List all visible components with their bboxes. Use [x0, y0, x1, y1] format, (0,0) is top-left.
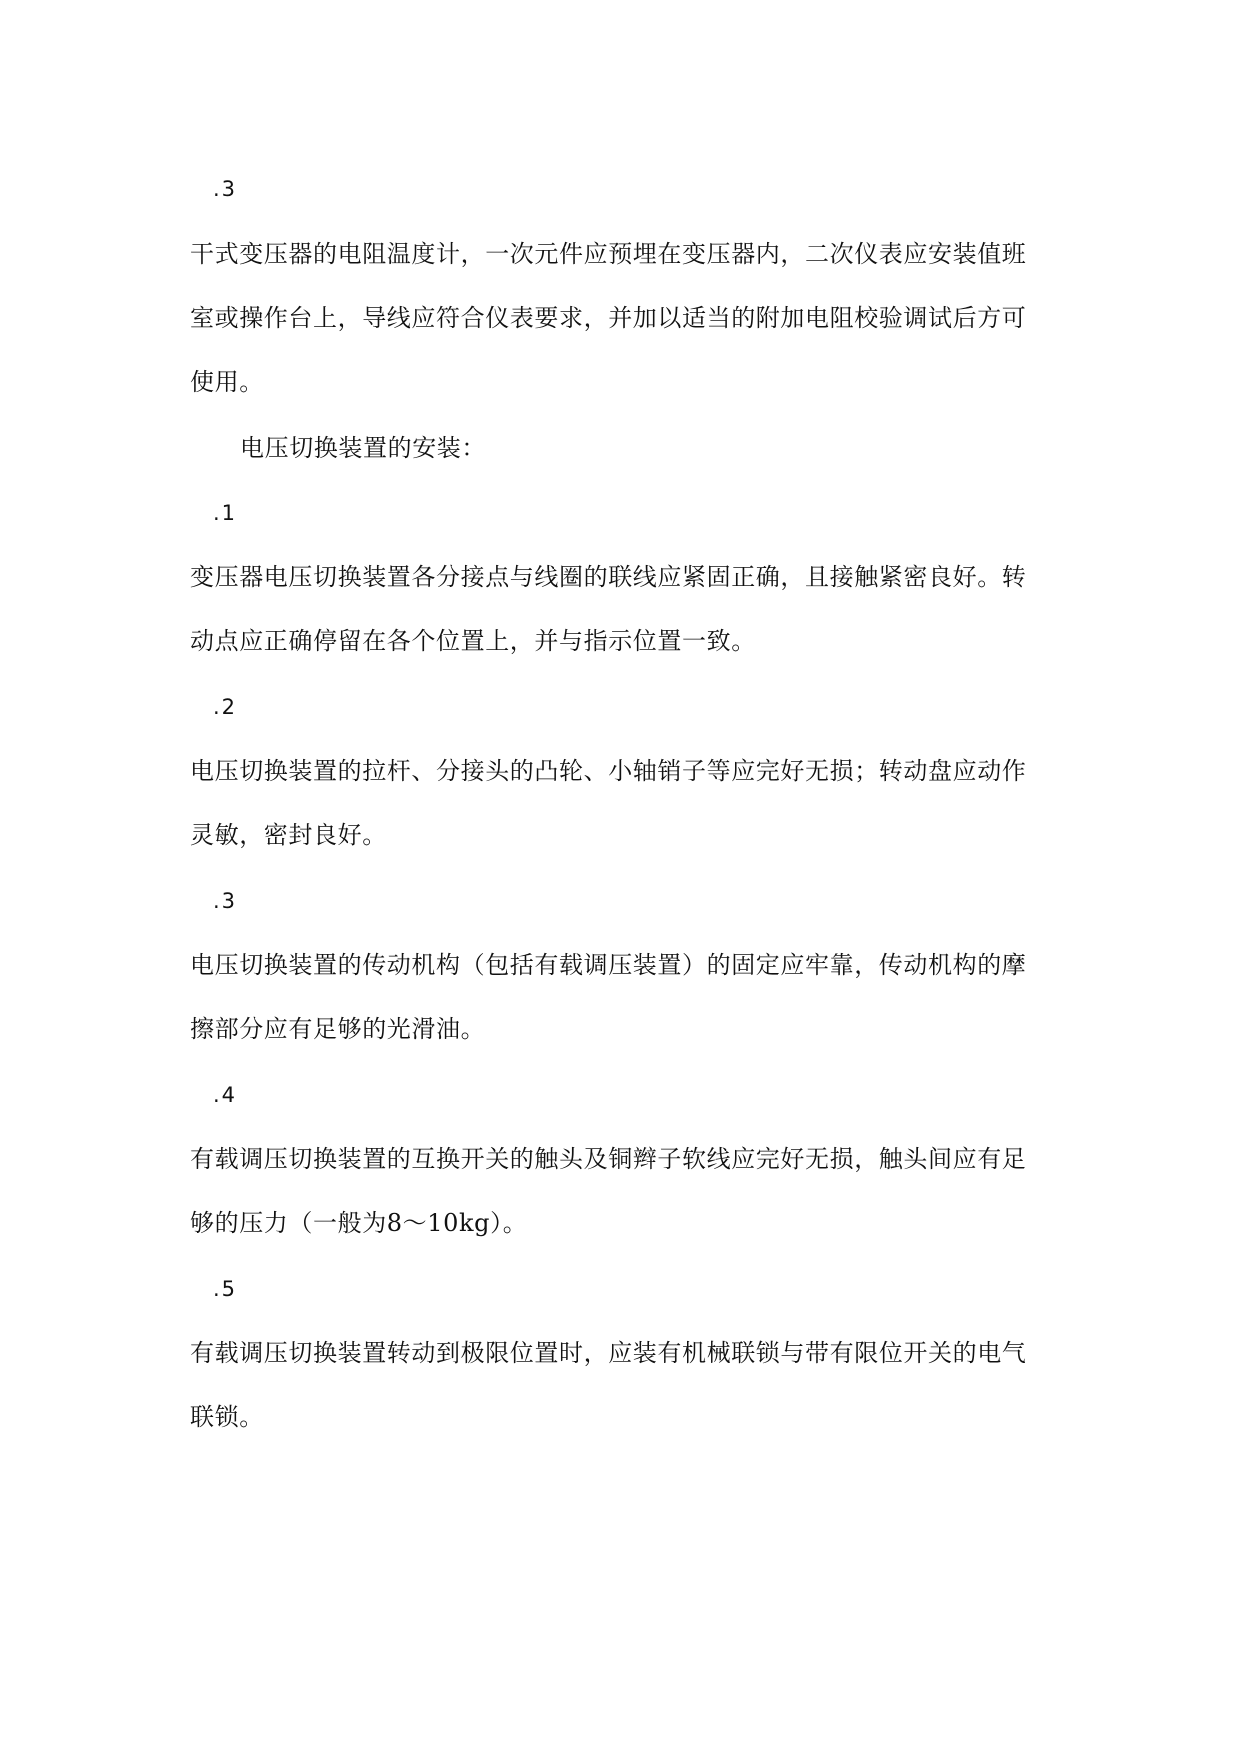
paragraph-line: 使用。	[190, 368, 264, 396]
section-number: .3	[213, 177, 238, 201]
section-heading: 电压切换装置的安装：	[240, 434, 486, 462]
paragraph-line: 有载调压切换装置转动到极限位置时，应装有机械联锁与带有限位开关的电气	[190, 1339, 1027, 1367]
paragraph-line: 室或操作台上，导线应符合仪表要求，并加以适当的附加电阻校验调试后方可	[190, 304, 1027, 332]
paragraph-line: 联锁。	[190, 1403, 264, 1431]
paragraph-line: 变压器电压切换装置各分接点与线圈的联线应紧固正确，且接触紧密良好。转	[190, 563, 1027, 591]
paragraph-line: 干式变压器的电阻温度计，一次元件应预埋在变压器内，二次仪表应安装值班	[190, 240, 1027, 268]
section-number: .4	[213, 1083, 238, 1107]
section-number: .5	[213, 1277, 238, 1301]
section-number: .3	[213, 889, 238, 913]
section-number: .2	[213, 695, 238, 719]
paragraph-line: 电压切换装置的传动机构（包括有载调压装置）的固定应牢靠，传动机构的摩	[190, 951, 1027, 979]
section-number: .1	[213, 501, 238, 525]
paragraph-line: 动点应正确停留在各个位置上，并与指示位置一致。	[190, 627, 756, 655]
paragraph-line: 灵敏，密封良好。	[190, 821, 387, 849]
paragraph-line: 有载调压切换装置的互换开关的触头及铜辫子软线应完好无损，触头间应有足	[190, 1145, 1027, 1173]
paragraph-line: 够的压力（一般为8～10kg）。	[190, 1209, 528, 1237]
paragraph-line: 电压切换装置的拉杆、分接头的凸轮、小轴销子等应完好无损；转动盘应动作	[190, 757, 1027, 785]
paragraph-line: 擦部分应有足够的光滑油。	[190, 1015, 486, 1043]
